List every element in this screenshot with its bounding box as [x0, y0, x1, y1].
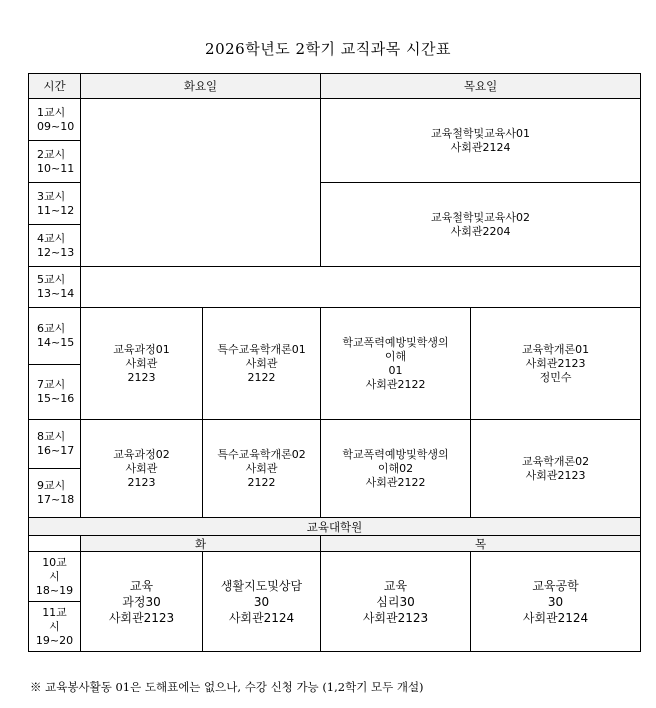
period-cell: 7교시 15~16	[29, 365, 81, 420]
course-cell: 교육철학및교육사02 사회관2204	[321, 183, 641, 267]
grad-section-header: 교육대학원	[29, 518, 641, 536]
course-cell: 교육 심리30 사회관2123	[321, 552, 471, 652]
grad-header-blank	[29, 536, 81, 552]
period-cell: 9교시 17~18	[29, 469, 81, 518]
period-cell: 4교시 12~13	[29, 225, 81, 267]
period-cell: 6교시 14~15	[29, 308, 81, 365]
course-cell: 교육과정01 사회관 2123	[81, 308, 203, 420]
course-cell: 학교폭력예방및학생의 이해 01 사회관2122	[321, 308, 471, 420]
course-cell: 특수교육학개론01 사회관 2122	[203, 308, 321, 420]
header-tuesday: 화요일	[81, 74, 321, 99]
course-cell: 특수교육학개론02 사회관 2122	[203, 420, 321, 518]
page-title: 2026학년도 2학기 교직과목 시간표	[205, 40, 451, 58]
period-cell: 2교시 10~11	[29, 141, 81, 183]
footnote: ※ 교육봉사활동 01은 도해표에는 없으나, 수강 신청 가능 (1,2학기 모두 개설)	[30, 680, 424, 694]
grad-header-thursday: 목	[321, 536, 641, 552]
period-cell: 3교시 11~12	[29, 183, 81, 225]
course-cell: 학교폭력예방및학생의 이해02 사회관2122	[321, 420, 471, 518]
course-cell: 생활지도및상담 30 사회관2124	[203, 552, 321, 652]
course-cell: 교육 과정30 사회관2123	[81, 552, 203, 652]
course-cell: 교육과정02 사회관 2123	[81, 420, 203, 518]
course-cell: 교육철학및교육사01 사회관2124	[321, 99, 641, 183]
course-cell: 교육공학 30 사회관2124	[471, 552, 641, 652]
grad-header-tuesday: 화	[81, 536, 321, 552]
empty-tuesday-morning	[81, 99, 321, 267]
timetable	[28, 73, 641, 652]
empty-lunch-row	[81, 267, 641, 308]
course-cell: 교육학개론01 사회관2123 정민수	[471, 308, 641, 420]
period-cell: 5교시 13~14	[29, 267, 81, 308]
period-cell: 11교 시 19~20	[29, 602, 81, 652]
period-cell: 1교시 09~10	[29, 99, 81, 141]
period-cell: 8교시 16~17	[29, 420, 81, 469]
course-cell: 교육학개론02 사회관2123	[471, 420, 641, 518]
header-thursday: 목요일	[321, 74, 641, 99]
header-time: 시간	[29, 74, 81, 99]
header-row	[29, 74, 641, 99]
period-cell: 10교 시 18~19	[29, 552, 81, 602]
